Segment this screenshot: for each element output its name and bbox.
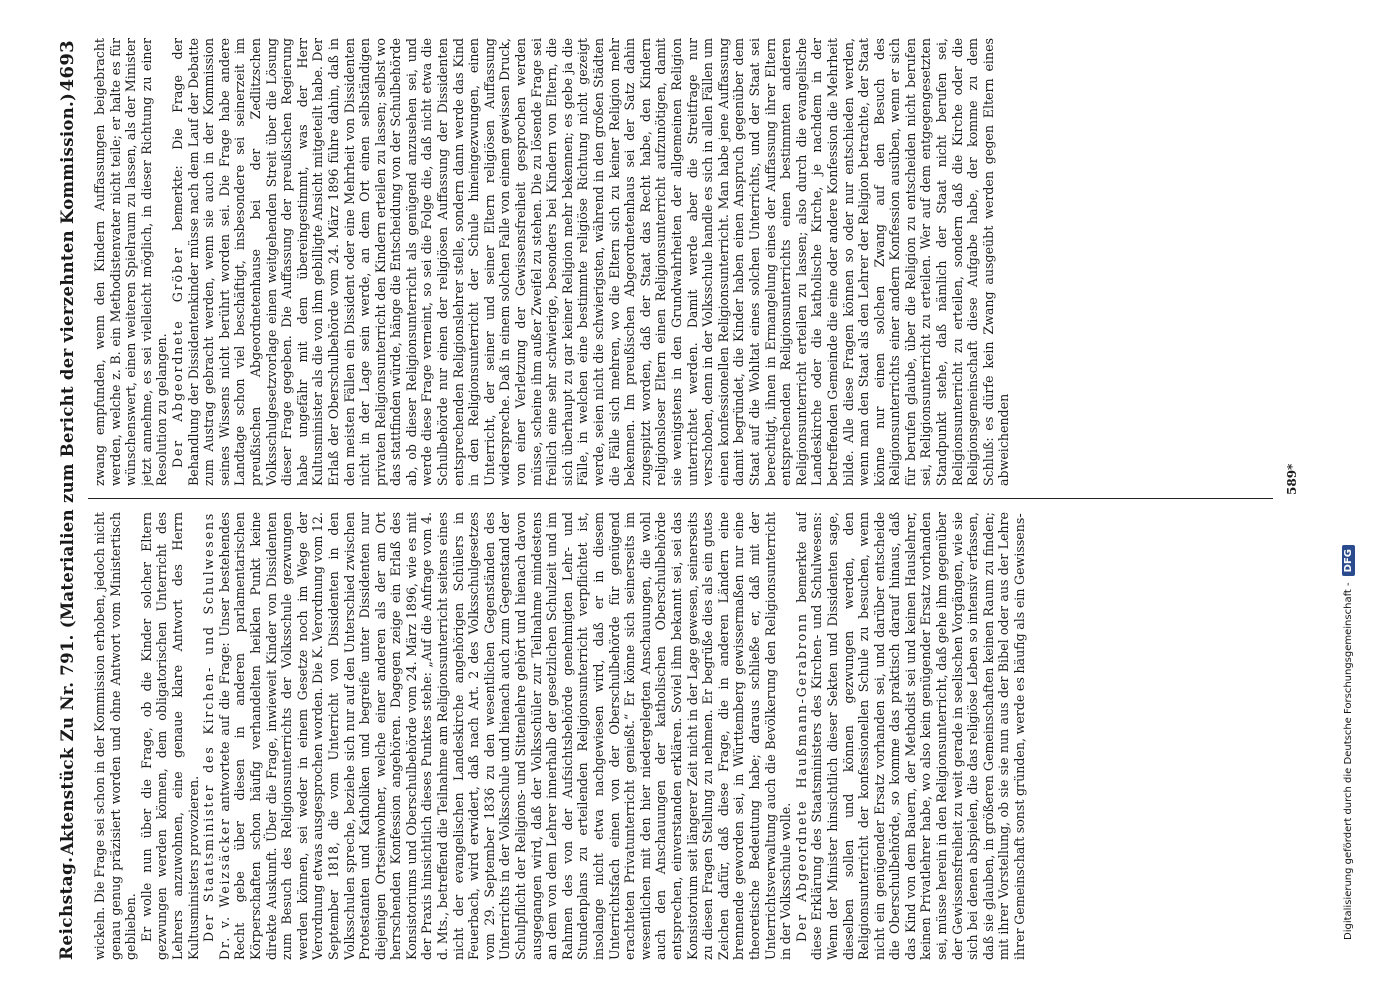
- speaker: Der Staatsminister des Kirchen- und Schulwesens Dr. v. Weizsäcker: [201, 512, 232, 960]
- paragraph: [201, 512, 794, 960]
- paragraph-text: bemerkte: Die Frage der Behandlung der Dissidentenkinder müsse nach dem Lauf der Debatte zum Austrag gebracht werden, wenn sie auch in der Kommission seines Wissens nicht berührt worden sei. Die Frage habe andere Landtage schon viel beschäftigt, insbesondere sei seinerzeit im preußischen Abgeordnetenhause bei der Zedlitzschen Volksschulgesetzvorlage einen weitgehenden Streit über die Lösung dieser Frage gegeben. Die Auffassung der preußischen Regierung habe ungefähr mit dem übereingestimmt, was der Herr Kultusminister als die von ihm gebilligte Ansicht mitgeteilt habe. Der Erlaß der Oberschulbehörde vom 24. März 1896 führe dahin, daß in den meisten Fällen ein Dissident oder eine Mehrheit von Dissidenten nicht in der Lage sein werde, an dem Ort einen selbständigen privaten Religionsunterricht den Kindern erteilen zu lassen; selbst wo das stattfinden würde, hänge die Entscheidung von der Schulbehörde ab, ob dieser Religionsunterricht als genügend anzusehen sei, und werde diese Frage verneint, so sei die Folge die, daß nicht etwa die Schulbehörde nur einen der religiösen Auffassung der Dissidenten entsprechenden Religionslehrer stelle, sondern dann werde das Kind in den Religionsunterricht der Schule hineingezwungen, einen Unterricht, der seiner und seiner Eltern religiösen Auffassung widerspreche. Daß in einem solchen Falle von einem gewissen Druck, von einer Verletzung der Gewissensfreiheit gesprochen werden müsse, scheine ihm außer Zweifel zu stehen. Die zu lösende Frage sei freilich eine sehr schwierige, besonders bei Kindern von Eltern, die sich überhaupt zu gar keiner Religion mehr bekennen; es gebe ja die Fälle, in welchen eine bestimmte religiöse Richtung nicht gezeigt werde, seien nicht die schwierigsten, während in den großen Städten die Fälle sich mehren, wo die Eltern sich zu keiner Religion mehr bekennen. Im preußischen Abgeordnetenhaus sei der Satz dahin zugespitzt worden, daß der Staat das Recht habe, den Kindern religionsloser Eltern einen Religionsunterricht aufzunötigen, damit sie wenigstens in den Grundwahrheiten der allgemeinen Religion unterrichtet werden. Damit werde aber die Streitfrage nur verschoben, denn in der Volksschule handle es sich in allen Fällen um einen konfessionellen Religionsunterricht. Man habe jene Auffassung damit begründet, die Kinder haben einen Anspruch gegenüber dem Staat auf die Wohltat eines solchen Unterrichts, und der Staat sei berechtigt, ihnen in Ermangelung eines der Auffassung ihrer Eltern entsprechenden Religionsunterrichts einen bestimmten anderen Religionsunterricht erteilen zu lassen; also durch die evangelische Landeskirche oder die katholische Kirche, je nachdem in der betreffenden Gemeinde die eine oder andere Konfession die Mehrheit bilde. Alle diese Fragen können so oder nur entschieden werden, wenn man den Staat als den Lehrer der Religion betrachte, der Staat könne nur einen solchen Zwang auf den Besuch des Religionsunterrichts einer andern Konfession ausüben, wenn er sich für berufen glaube, über die Religion zu entscheiden nicht berufen sei, Religionsunterricht zu erteilen. Wer auf dem entgegengesetzten Standpunkt stehe, daß nämlich der Staat nicht berufen sei, Religionsunterricht zu erteilen, sondern daß die Kirche oder die Religionsgemeinschaft diese Aufgabe habe, der komme zu dem Schluß: es dürfe kein Zwang ausgeübt werden gegen Eltern eines abweichenden: [169, 38, 1012, 486]
- speaker: Der Abgeordnete Haußmann-Gerabronn: [793, 612, 809, 942]
- page-header: [52, 40, 82, 960]
- header-left: Reichstag.: [57, 856, 77, 960]
- page-number: 4693: [56, 40, 78, 92]
- paragraph: [794, 512, 1028, 960]
- digitization-text: Digitalisierung gefördert durch die Deutsche Forschungsgemeinschaft -: [1343, 582, 1354, 940]
- paragraph: zwang empfunden, wenn den Kindern Auffassungen beigebracht werden, welche z. B. ein Methodistenvater nicht teile; er halte es für wünschenswert, einen weiteren Spielraum zu lassen, als der Minister jetzt annehme, es sei vielleicht möglich, in dieser Richtung zu einer Resolution zu gelangen.: [92, 38, 170, 486]
- paragraph: wickeln. Die Frage sei schon in der Kommission erhoben, jedoch nicht genau genug präzisiert worden und ohne Antwort vom Ministertisch geblieben.: [92, 512, 139, 960]
- paragraph: [170, 38, 1012, 486]
- page-mark: 589*: [1285, 463, 1299, 495]
- column-divider: [88, 498, 1273, 499]
- speaker: Der Abgeordnete Gröber: [169, 246, 185, 468]
- paragraph-text: antwortete auf die Frage: Unser bestehendes Recht gebe über diesen in anderen parlamentarischen Körperschaften schon häufig verhandelten heiklen Punkt keine direkte Auskunft. Über die Frage, inwieweit Kinder von Dissidenten zum Besuch des Religionsunterrichts der Volksschule gezwungen werden können, sei weder in einem Gesetze noch im Wege der Verordnung etwas ausgesprochen worden. Die K. Verordnung vom 12. September 1818, die vom Unterricht von Dissidenten in den Volksschulen spreche, beziehe sich nur auf den Unterschied zwischen Protestanten und Katholiken und begreife unter Dissidenten nur diejenigen Ortseinwohner, welche einer anderen als der am Ort herrschenden Konfession angehören. Dagegen zeige ein Erlaß des Konsistoriums und Oberschulbehörde vom 24. März 1896, wie es mit der Praxis hinsichtlich dieses Punktes stehe: „Auf die Anfrage vom 4. d. Mts., betreffend die Teilnahme am Religionsunterricht seitens eines nicht der evangelischen Landeskirche angehörigen Schülers in Feuerbach, wird erwidert, daß nach Art. 2 des Volksschulgesetzes vom 29. September 1836 zu den wesentlichen Gegenständen des Unterrichts in der Volksschule und hienach auch zum Gegenstand der Schulpflicht der Religions- und Sittenlehre gehört und hienach davon ausgegangen wird, daß der Volksschüler zur Teilnahme mindestens an dem von dem Lehrer innerhalb der gesetzlichen Schulzeit und im Rahmen des von der Aufsichtsbehörde genehmigten Lehr- und Stundenplans zu erteilenden Religionsunterricht verpflichtet ist, insolange nicht etwa nachgewiesen wird, daß er in diesem Unterrichtsfach einen von der Oberschulbehörde für genügend erachteten Privatunterricht genießt.“ Er könne sich seinerseits im wesentlichen mit den hier niedergelegten Anschauungen, die wohl auch den Anschauungen der katholischen Oberschulbehörde entsprechen, einverstanden erklären. Soviel ihm bekannt sei, sei das Konsistorium seit längerer Zeit nicht in der Lage gewesen, seinerseits zu diesen Fragen Stellung zu nehmen. Er begrüße dies als ein gutes Zeichen dafür, daß diese Frage, die in anderen Ländern eine brennende geworden sei, in Württemberg gewissermaßen nur eine theoretische Bedeutung habe; daraus schließe er, daß mit der Unterrichtsverwaltung auch die Bevölkerung den Religionsunterricht in der Volksschule wolle.: [216, 512, 794, 960]
- paragraph: Er wolle nun über die Frage, ob die Kinder solcher Eltern gezwungen werden können, dem obligatorischen Unterricht des Lehrers anzuwohnen, eine genaue klare Antwort des Herrn Kultusministers provozieren.: [138, 512, 201, 960]
- column-left: [92, 512, 1272, 960]
- digitization-note: [1342, 40, 1355, 940]
- paragraph-text: bemerkte auf diese Erklärung des Staatsministers des Kirchen- und Schulwesens: Wenn der Minister hinsichtlich dieser Sekten und Dissidenten sage, dieselben sollen und können gezwungen werden, den Religionsunterricht der konfessionellen Schule zu besuchen, wenn nicht ein genügender Ersatz vorhanden sei, und darüber entscheide die Oberschulbehörde, so komme das praktisch darauf hinaus, daß das Kind von dem Bauern, der Methodist sei und keinen Hauslehrer, keinen Privatlehrer habe, wo also kein genügender Ersatz vorhanden sei, müsse herein in den Religionsunterricht, daß gehe ihm gegenüber der Gewissensfreiheit zu weit gerade in seelischen Vorgängen, wie sie sich bei denen abspielen, die das religiöse Leben so intensiv erfassen, daß sie glauben, in größeren Gemeinschaften keinen Raum zu finden; mit ihrer Vorstellung, ob sie sie nun aus der Bibel oder aus der Lehre ihrer Gemeinschaft sonst gründen, werde es häufig als ein Gewissens-: [793, 512, 1028, 960]
- header-title: Aktenstück Zu Nr. 791. (Materialien zum Bericht der vierzehnten Kommission.): [57, 92, 77, 856]
- dfg-logo: DFG: [1342, 545, 1355, 576]
- column-right: [92, 38, 1272, 486]
